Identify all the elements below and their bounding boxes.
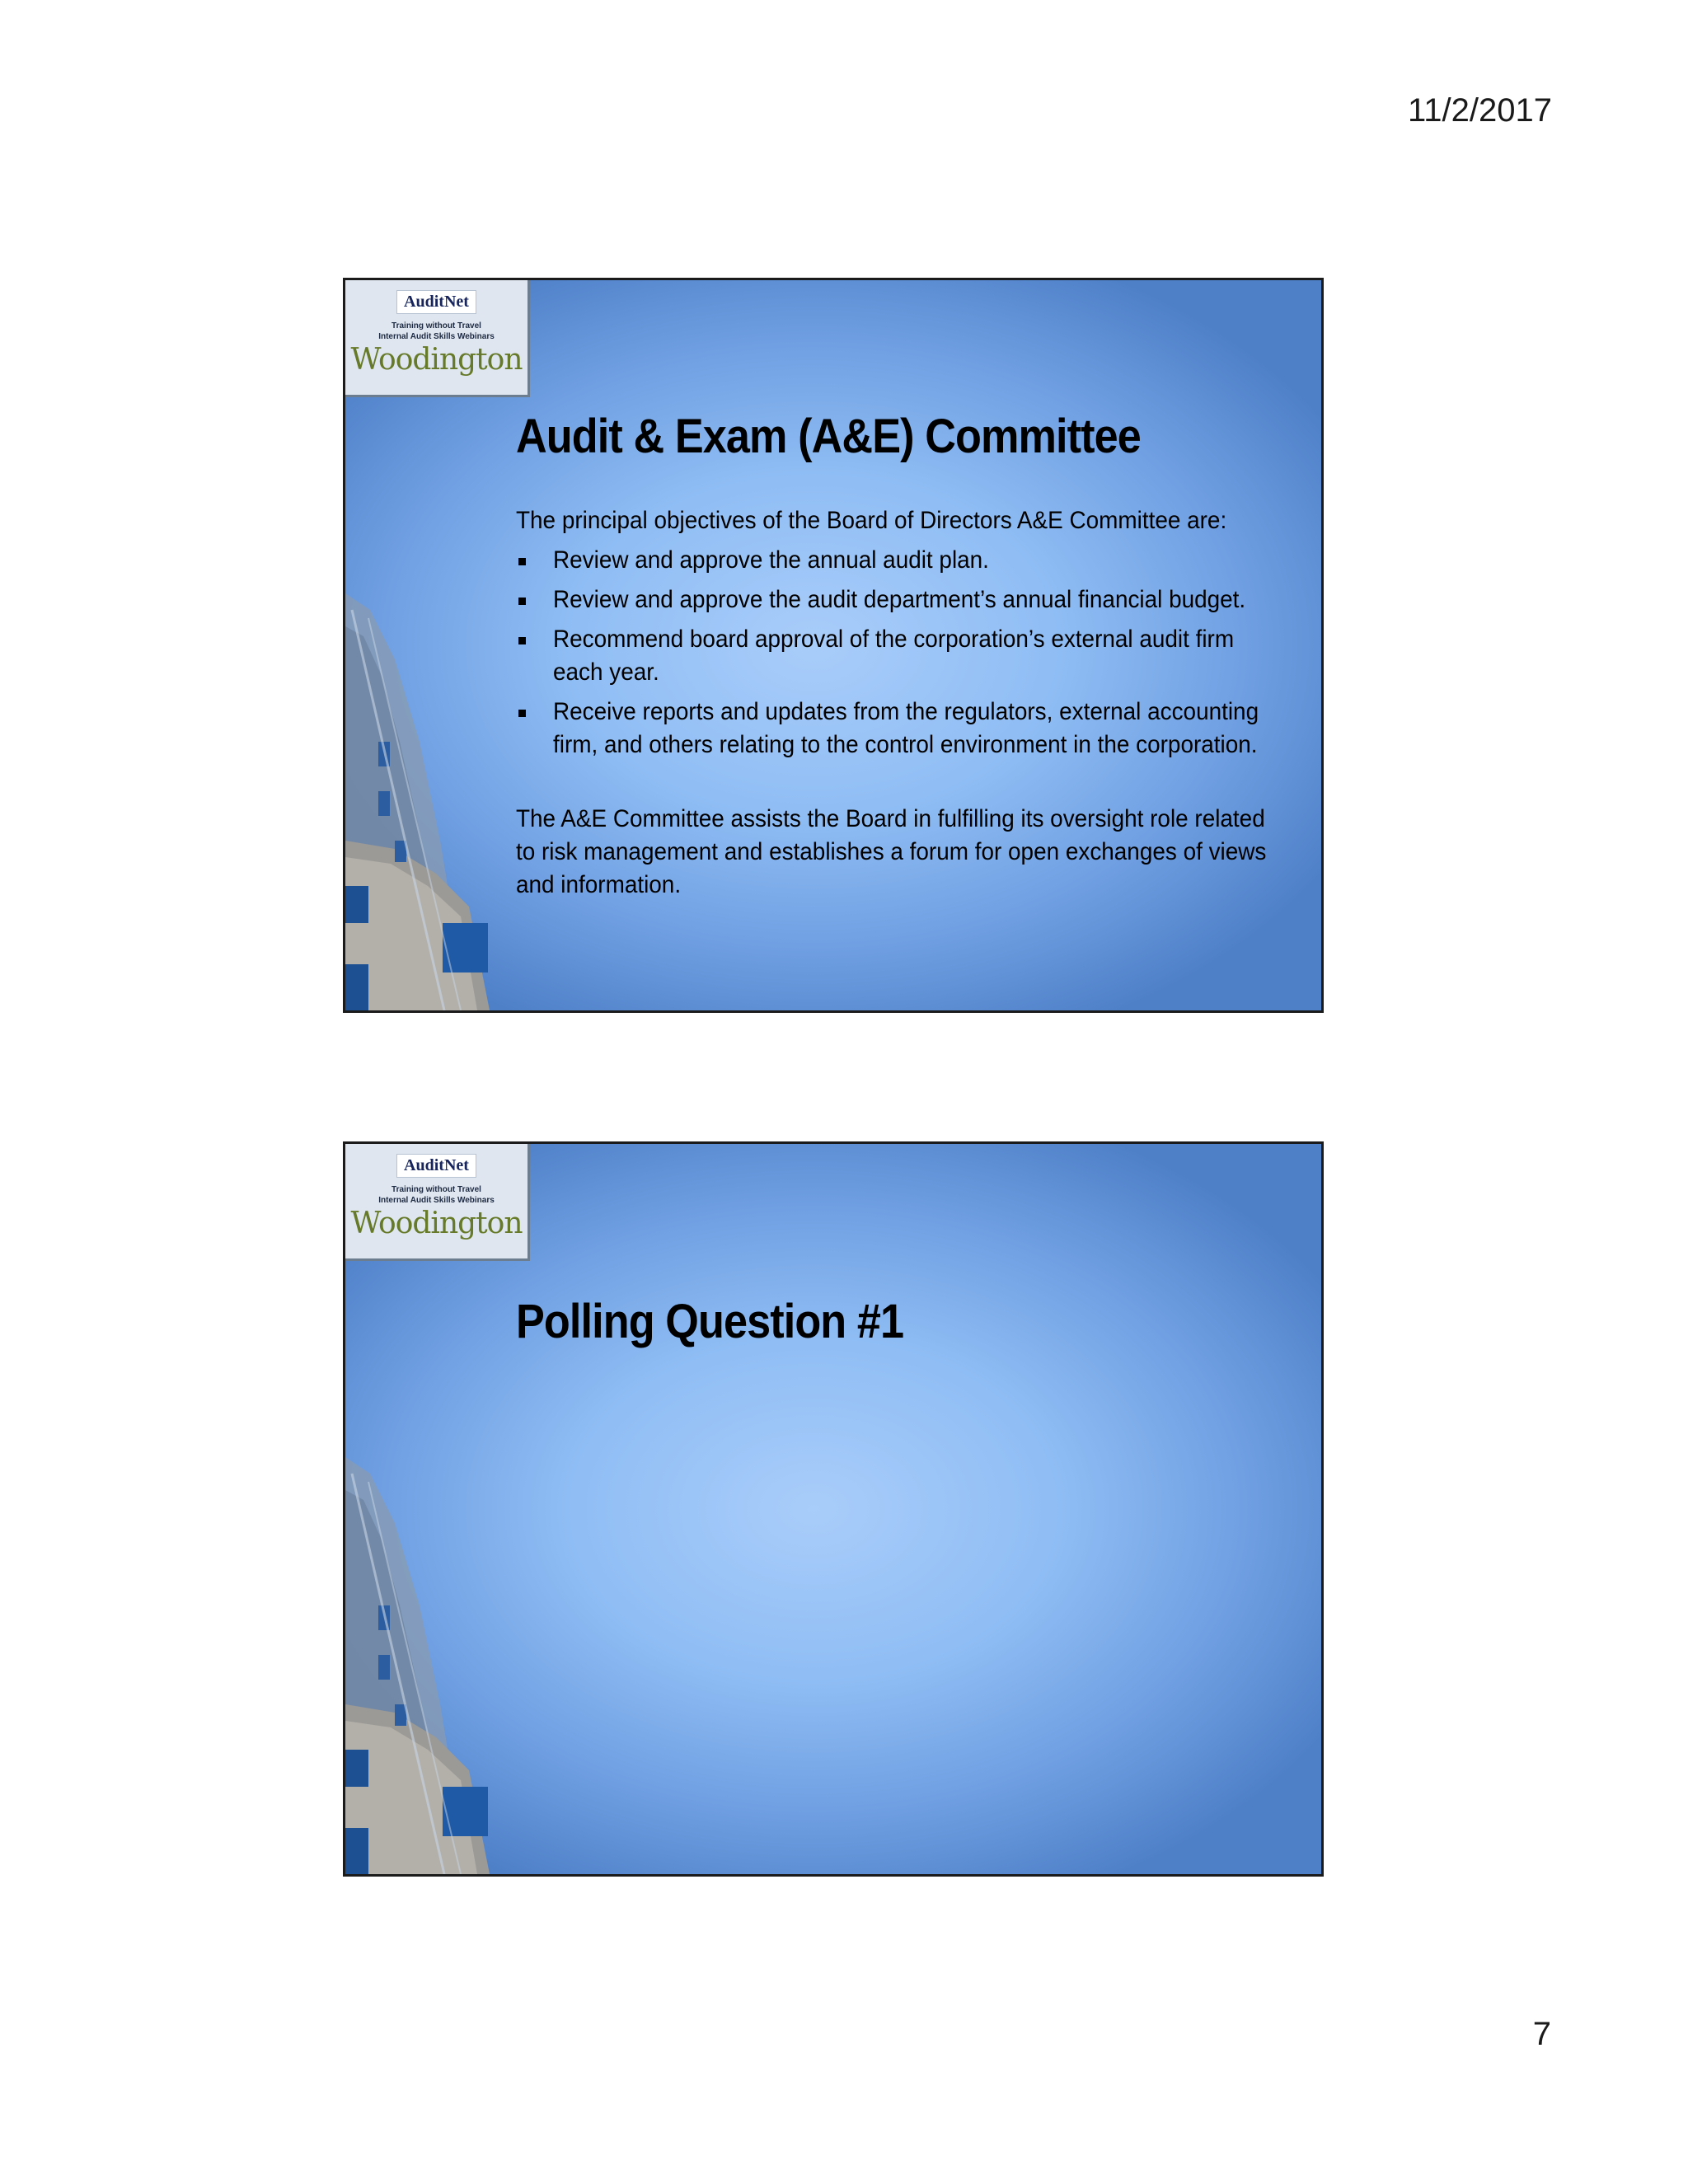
- logo-tagline-1: Training without Travel: [392, 321, 481, 330]
- closing-line: and information.: [516, 871, 682, 898]
- bullet-item: [516, 623, 1282, 689]
- bullet-line: Review and approve the audit department’s annual financial budget.: [553, 586, 1246, 613]
- auditnet-woodington-logo: [345, 280, 530, 397]
- slide-polling-question: [343, 1141, 1324, 1877]
- slide-title: Polling Question #1: [516, 1295, 904, 1348]
- bullet-square-icon: [518, 598, 526, 605]
- logo-tagline-2: Internal Audit Skills Webinars: [378, 332, 495, 341]
- bullet-line: Review and approve the annual audit plan.: [553, 546, 989, 574]
- logo-tagline-2: Internal Audit Skills Webinars: [378, 1196, 495, 1205]
- auditnet-woodington-logo: [345, 1144, 530, 1261]
- bullet-item: [516, 583, 1282, 616]
- bullet-line: Receive reports and updates from the regulators, external accounting: [553, 698, 1259, 725]
- bullet-line: Recommend board approval of the corporation’s external audit firm: [553, 626, 1235, 653]
- auditnet-logo-text: AuditNet: [396, 1154, 476, 1178]
- auditnet-logo-text: AuditNet: [396, 290, 476, 314]
- bullet-square-icon: [518, 710, 526, 717]
- page-number: 7: [1532, 2016, 1551, 2052]
- bullet-square-icon: [518, 558, 526, 565]
- closing-line: to risk management and establishes a forum for open exchanges of views: [516, 838, 1267, 865]
- closing-line: The A&E Committee assists the Board in fulfilling its oversight role related: [516, 805, 1265, 832]
- intro-text: The principal objectives of the Board of Directors A&E Committee are:: [516, 507, 1227, 534]
- slide-title: Audit & Exam (A&E) Committee: [516, 410, 1141, 463]
- bullet-line: each year.: [553, 658, 659, 686]
- bullet-line: firm, and others relating to the control environment in the corporation.: [553, 731, 1258, 758]
- woodington-logo-text: Woodington: [350, 1207, 523, 1240]
- bullet-item: [516, 544, 1282, 577]
- bullet-item: [516, 696, 1282, 762]
- page-date: 11/2/2017: [1408, 92, 1552, 129]
- slide-body: [516, 504, 1282, 902]
- bullet-square-icon: [518, 637, 526, 644]
- logo-tagline-1: Training without Travel: [392, 1185, 481, 1194]
- woodington-logo-text: Woodington: [350, 343, 523, 377]
- closing-paragraph: [516, 803, 1282, 902]
- slide-audit-committee: [343, 278, 1324, 1013]
